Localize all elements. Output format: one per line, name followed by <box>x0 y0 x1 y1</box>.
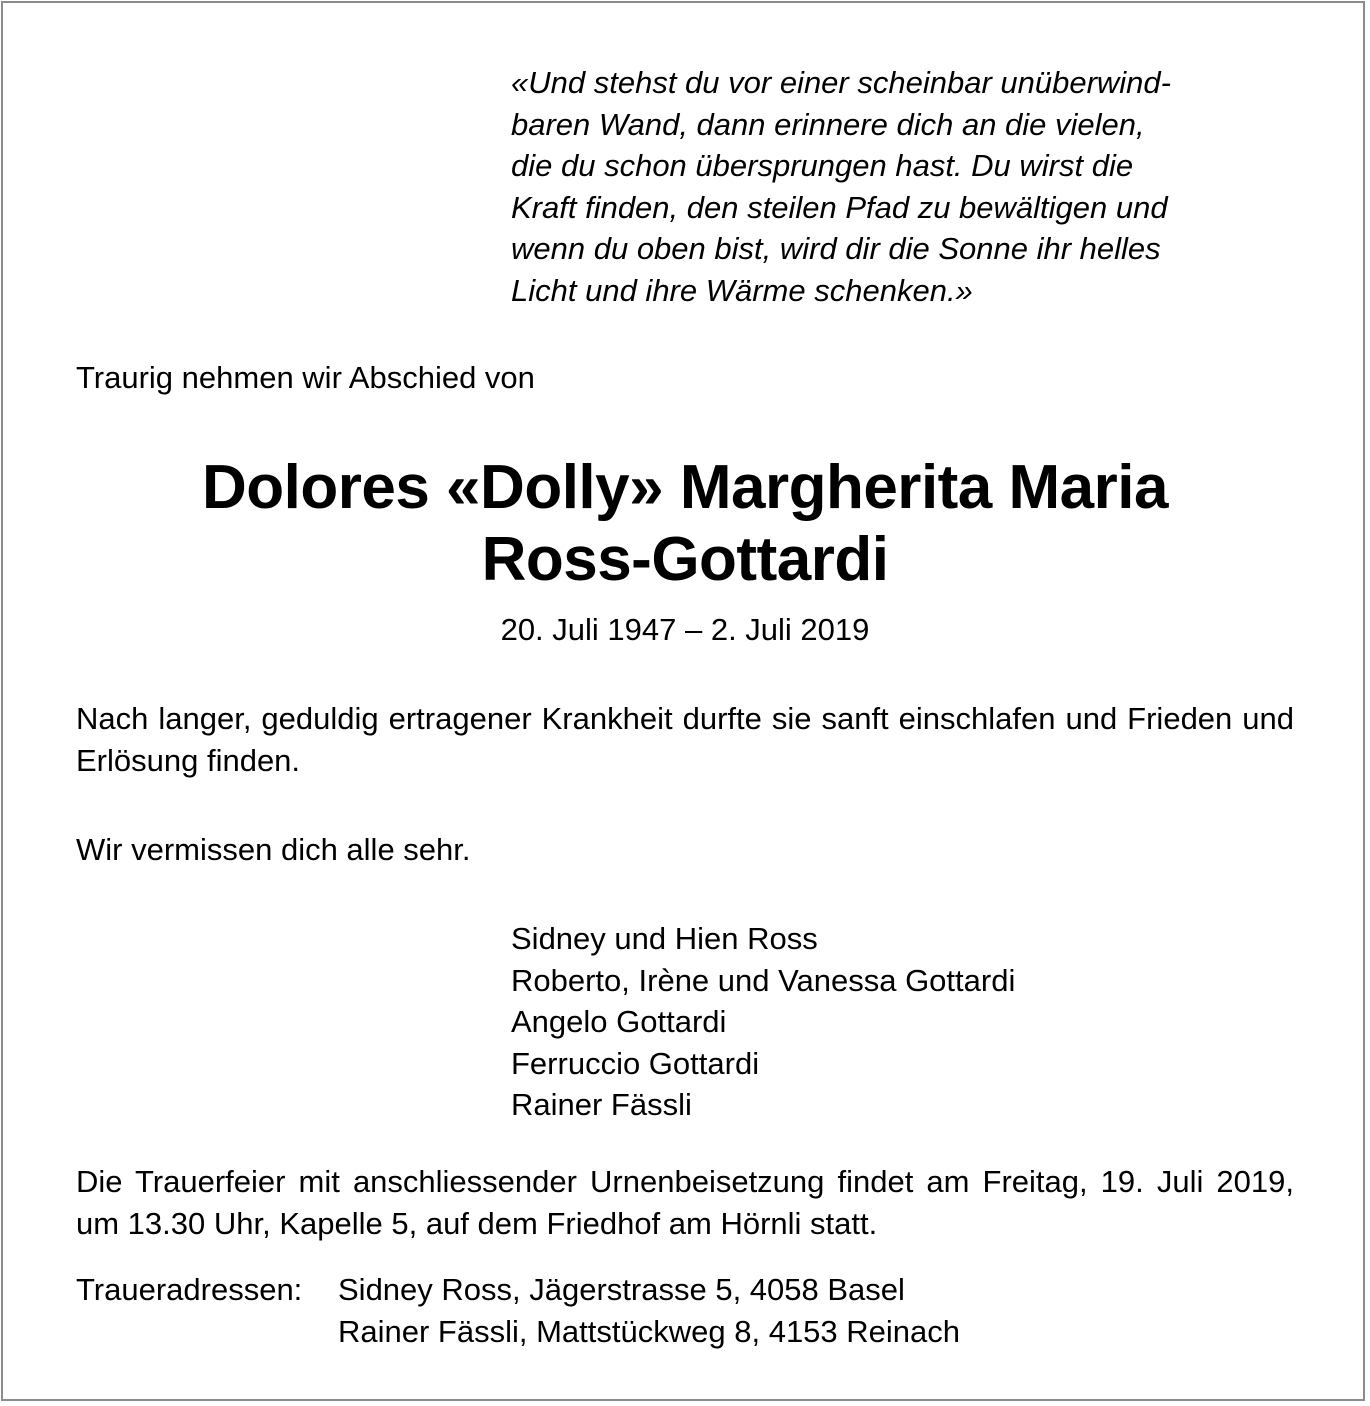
quote-block <box>511 62 1311 311</box>
quote-line: die du schon übersprungen hast. Du wirst die <box>511 148 1134 183</box>
quote-line: wenn du oben bist, wird dir die Sonne ihr helles <box>511 231 1161 266</box>
miss-text: Wir vermissen dich alle sehr. <box>76 832 471 867</box>
signer: Roberto, Irène und Vanessa Gottardi <box>511 962 1016 998</box>
quote-line: Kraft finden, den steilen Pfad zu bewältigen und <box>511 189 1168 225</box>
quote-line: baren Wand, dann erinnere dich an die vielen, <box>511 106 1145 142</box>
intro-text: Traurig nehmen wir Abschied von <box>76 360 535 395</box>
deceased-name <box>0 452 1370 596</box>
address-entry: Rainer Fässli, Mattstückweg 8, 4153 Reinach <box>338 1313 961 1349</box>
address-entry: Sidney Ross, Jägerstrasse 5, 4058 Basel <box>338 1272 905 1307</box>
quote-line: Licht und ihre Wärme schenken.» <box>511 272 973 308</box>
addresses-block <box>76 1269 960 1352</box>
deceased-name-line2: Ross-Gottardi <box>481 525 889 594</box>
signer: Sidney und Hien Ross <box>511 921 818 956</box>
address-row <box>76 1311 960 1353</box>
signer: Ferruccio Gottardi <box>511 1045 760 1081</box>
ceremony-paragraph: Die Trauerfeier mit anschliessender Urnenbeisetzung findet am Freitag, 19. Juli 2019, um 13.30 Uhr, Kapelle 5, auf dem Friedhof am Hörnli statt. <box>76 1164 1294 1241</box>
signers-list <box>511 918 1015 1126</box>
addresses-label: Traueradressen: <box>76 1272 303 1307</box>
quote-line: «Und stehst du vor einer scheinbar unüberwind- <box>511 65 1171 100</box>
address-row <box>76 1269 960 1311</box>
addresses-label-spacer <box>76 1311 338 1353</box>
deceased-name-line1: Dolores «Dolly» Margherita Maria <box>202 453 1168 522</box>
signer: Angelo Gottardi <box>511 1004 727 1039</box>
signer: Rainer Fässli <box>511 1087 692 1122</box>
life-dates: 20. Juli 1947 – 2. Juli 2019 <box>500 612 870 647</box>
message-paragraph: Nach langer, geduldig ertragener Krankheit durfte sie sanft einschlafen und Frieden und Erlösung finden. <box>76 701 1294 778</box>
